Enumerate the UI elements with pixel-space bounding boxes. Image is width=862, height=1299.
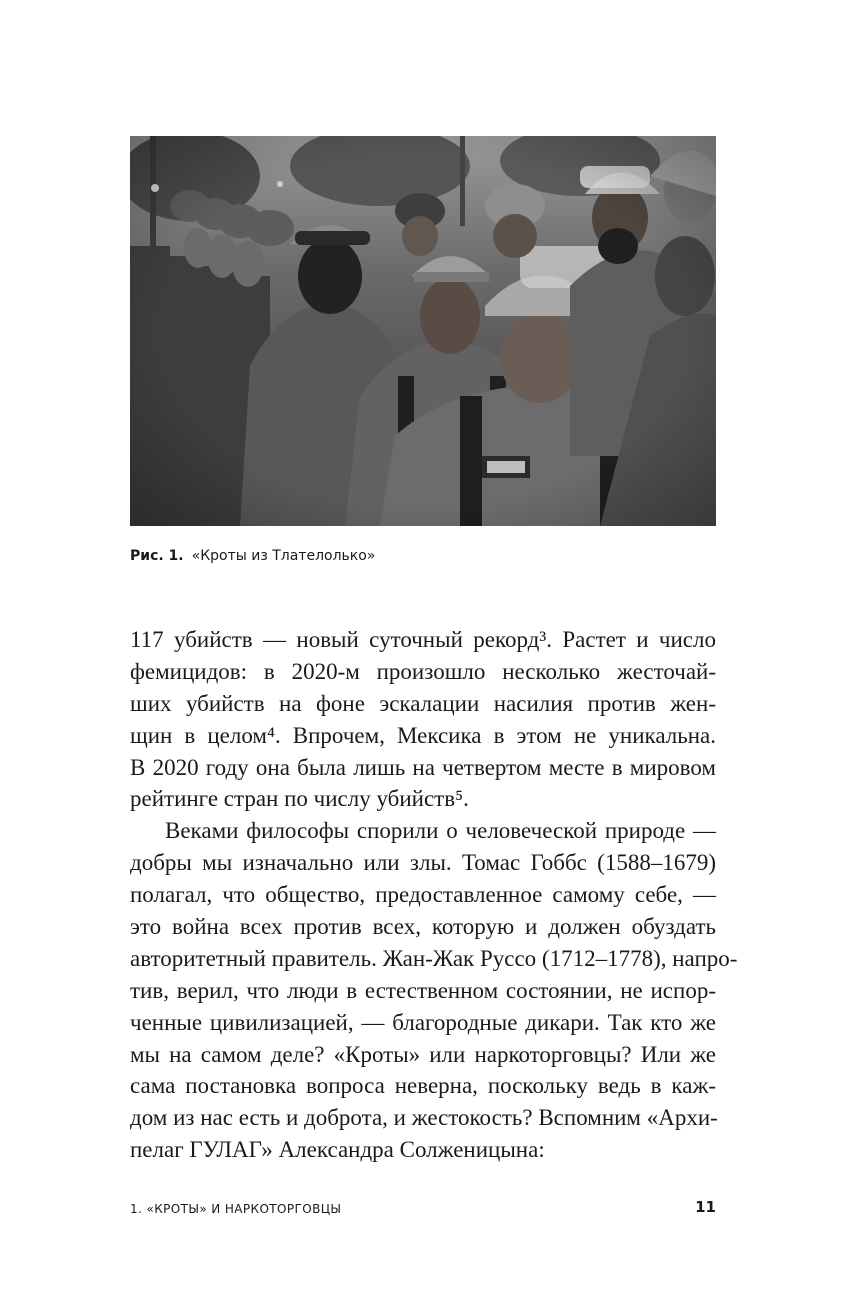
body-text: [130, 624, 738, 1166]
page-number: 11: [695, 1198, 716, 1216]
text-line: это война всех против всех, которую и должен обуздать: [130, 914, 716, 940]
text-line: тив, верил, что люди в естественном состоянии, не испор-: [130, 977, 716, 1003]
text-line: рейтинге стран по числу убийств⁵.: [130, 786, 469, 812]
text-line: дом из нас есть и доброта, и жестокость? Вспомним «Архи-: [130, 1105, 718, 1131]
figure-photo: [130, 136, 716, 526]
paragraph-1: [130, 624, 716, 815]
photo-rescuers-icon: [130, 136, 716, 526]
text-line: пелаг ГУЛАГ» Александра Солженицына:: [130, 1137, 545, 1163]
text-line: Веками философы спорили о человеческой природе —: [165, 818, 716, 844]
text-line: 117 убийств — новый суточный рекорд³. Растет и число: [130, 627, 716, 652]
text-line: сама постановка вопроса неверна, поскольку ведь в каж-: [130, 1073, 716, 1099]
figure-caption: [130, 548, 375, 564]
text-line: мы на самом деле? «Кроты» или наркоторговцы? Или же: [130, 1041, 716, 1067]
text-line: ченные цивилизацией, — благородные дикари. Так кто же: [130, 1009, 716, 1035]
text-line: полагал, что общество, предоставленное самому себе, —: [130, 882, 716, 908]
figure-label: Рис. 1.: [130, 548, 184, 564]
figure-caption-text: «Кроты из Тлателолько»: [191, 548, 376, 564]
text-line: ших убийств на фоне эскалации насилия против жен-: [130, 690, 716, 716]
text-line: авторитетный правитель. Жан-Жак Руссо (1712–1778), напро-: [130, 945, 738, 971]
text-line: фемицидов: в 2020-м произошло несколько жесточай-: [130, 658, 716, 684]
text-line: щин в целом⁴. Впрочем, Мексика в этом не уникальна.: [130, 722, 716, 748]
paragraph-2: [130, 815, 738, 1166]
text-line: В 2020 году она была лишь на четвертом месте в мировом: [130, 754, 716, 780]
running-head: 1. «КРОТЫ» И НАРКОТОРГОВЦЫ: [130, 1202, 342, 1216]
text-line: добры мы изначально или злы. Томас Гоббс (1588–1679): [130, 850, 716, 876]
